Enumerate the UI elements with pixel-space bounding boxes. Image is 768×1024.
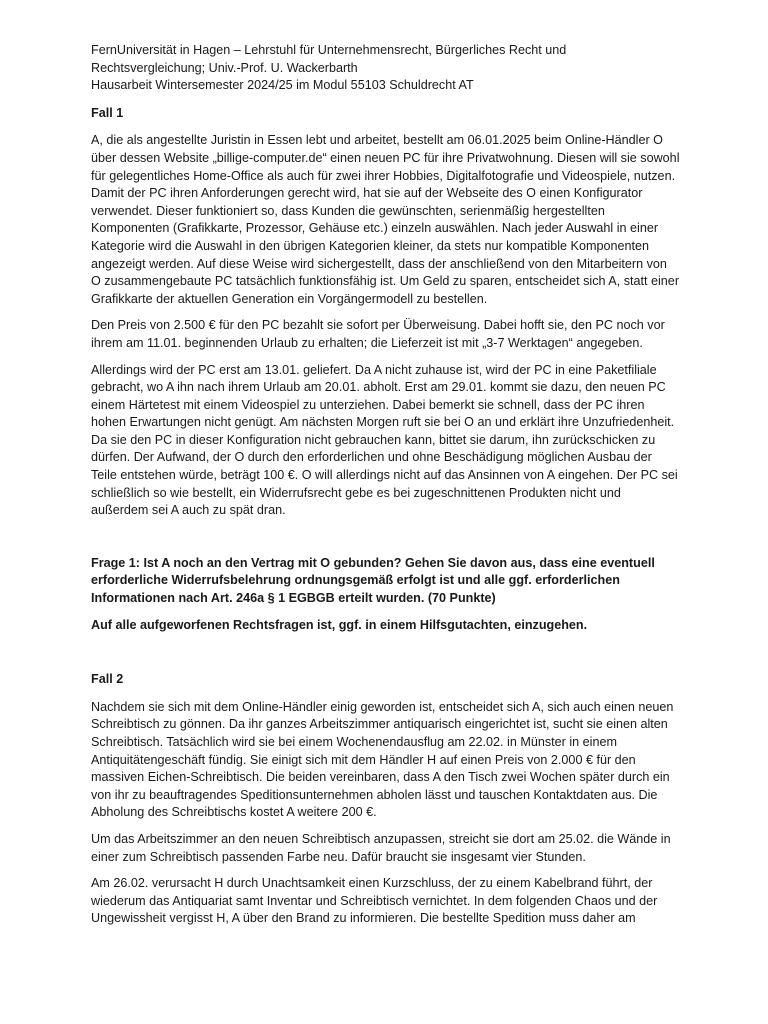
- document-header: [91, 42, 680, 95]
- spacer: [91, 529, 680, 555]
- case-2-paragraph-3: Am 26.02. verursacht H durch Unachtsamkeit einen Kurzschluss, der zu einem Kabelbrand führt, der wiederum das Antiquariat samt Inventar und Schreibtisch vernichtet. In dem folgenden Chaos und der Ungewissheit vergisst H, A über den Brand zu informieren. Die bestellte Spedition muss daher am: [91, 876, 658, 926]
- case-2-title: Fall 2: [91, 672, 124, 687]
- header-institution: FernUniversität in Hagen – Lehrstuhl für Unternehmensrecht, Bürgerliches Recht und Rechtsvergleichung; Univ.-Prof. U. Wackerbarth: [91, 43, 567, 75]
- spacer: [91, 643, 680, 671]
- case-2-paragraph-2: Um das Arbeitszimmer an den neuen Schreibtisch anzupassen, streicht sie dort am 25.02. die Wände in einer zum Schreibtisch passenden Farbe neu. Dafür braucht sie insgesamt vier Stunden.: [91, 831, 671, 864]
- case-1: [91, 105, 680, 634]
- case-2: [91, 671, 680, 928]
- case-1-instruction: Auf alle aufgeworfenen Rechtsfragen ist, ggf. in einem Hilfsgutachten, einzugehen.: [91, 617, 588, 632]
- header-assignment: Hausarbeit Wintersemester 2024/25 im Modul 55103 Schuldrecht AT: [91, 78, 474, 93]
- case-1-paragraph-1: A, die als angestellte Juristin in Essen lebt und arbeitet, bestellt am 06.01.2025 beim Online-Händler O über dessen Website „billige-computer.de“ einen neuen PC für ihre Privatwohnung. Diesen will sie sowohl für gelegentliches Home-Office als auch für zwei ihrer Hobbies, Digitalfotografie und Videospiele, nutzen. Damit der PC ihren Anforderungen gerecht wird, hat sie auf der Webseite des O einen Konfigurator verwendet. Dieser funktioniert so, dass Kunden die gewünschten, serienmäßig hergestellten Komponenten (Grafikkarte, Prozessor, Gehäuse etc.) einzeln auswählen. Nach jeder Auswahl in einer Kategorie wird die Auswahl in den übrigen Kategorien kleiner, da stets nur kompatible Komponenten angezeigt werden. Auf diese Weise wird sichergestellt, dass der anschließend von den Mitarbeitern von O zusammengebaute PC tatsächlich funktionsfähig ist. Um Geld zu sparen, entscheidet sich A, statt einer Grafikkarte der aktuellen Generation ein Vorgängermodell zu bestellen.: [91, 133, 680, 306]
- case-2-paragraph-1: Nachdem sie sich mit dem Online-Händler einig geworden ist, entscheidet sich A, sich auch einen neuen Schreibtisch zu gönnen. Da ihr ganzes Arbeitszimmer antiquarisch eingerichtet ist, sucht sie einen alten Schreibtisch. Tatsächlich wird sie bei einem Wochenendausflug am 22.02. in Münster in einem Antiquitätengeschäft fündig. Sie einigt sich mit dem Händler H auf einen Preis von 2.000 € für den massiven Eichen-Schreibtisch. Die beiden vereinbaren, dass A den Tisch zwei Wochen später durch ein von ihr zu beauftragendes Speditionsunternehmen abholen lässt und tauschen Kontaktdaten aus. Die Abholung des Schreibtischs kostet A weitere 200 €.: [91, 699, 674, 820]
- case-1-paragraph-2: Den Preis von 2.500 € für den PC bezahlt sie sofort per Überweisung. Dabei hofft sie, den PC noch vor ihrem am 11.01. beginnenden Urlaub zu erhalten; die Lieferzeit ist mit „3-7 Werktagen“ angegeben.: [91, 318, 665, 350]
- case-1-question: Frage 1: Ist A noch an den Vertrag mit O gebunden? Gehen Sie davon aus, dass eine eventuell erforderliche Widerrufsbelehrung ordnungsgemäß erfolgt ist und alle ggf. erforderlichen Informationen nach Art. 246a § 1 EGBGB erteilt wurden. (70 Punkte): [91, 555, 655, 606]
- case-1-paragraph-3: Allerdings wird der PC erst am 13.01. geliefert. Da A nicht zuhause ist, wird der PC in eine Paketfiliale gebracht, wo A ihn nach ihrem Urlaub am 20.01. abholt. Erst am 29.01. kommt sie dazu, den neuen PC einem Härtetest mit einem Videospiel zu unterziehen. Dabei bemerkt sie schnell, dass der PC ihren hohen Erwartungen nicht genügt. Am nächsten Morgen ruft sie bei O an und erklärt ihre Unzufriedenheit. Da sie den PC in dieser Konfiguration nicht gebrauchen kann, bittet sie darum, ihn zurückschicken zu dürfen. Der Aufwand, der O durch den erforderlichen und ohne Beschädigung möglichen Ausbau der Teile entstehen würde, beträgt 100 €. O will allerdings nicht auf das Ansinnen von A eingehen. Der PC sei schließlich so wie bestellt, ein Widerrufsrecht gebe es bei zugeschnittenen Produkten nicht und außerdem sei A auch zu spät dran.: [91, 362, 678, 518]
- case-1-title: Fall 1: [91, 105, 124, 120]
